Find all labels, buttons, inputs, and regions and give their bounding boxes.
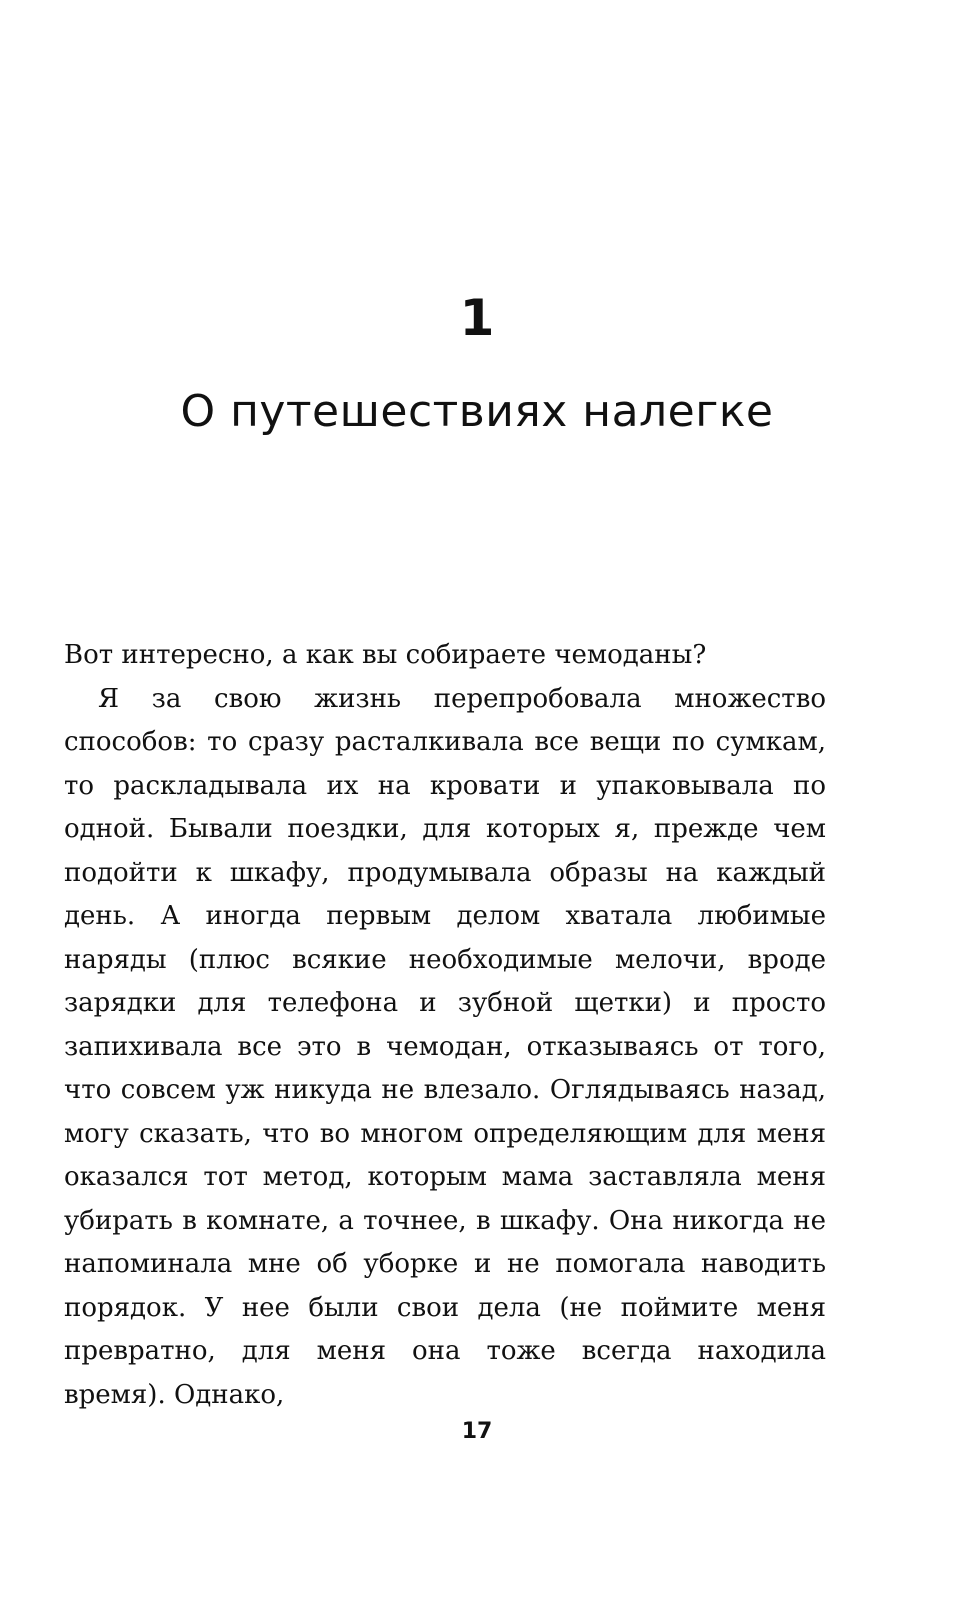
chapter-title: О путешествиях налегке (180, 386, 774, 437)
body-text (64, 634, 826, 1417)
chapter-number: 1 (459, 289, 495, 347)
paragraph-main: Я за свою жизнь перепробовала множество способов: то сразу расталкивала все вещи по сумкам, то раскладывала их на кровати и упаковывала по одной. Бывали поездки, для которых я, прежде чем подойти к шкафу, продумывала образы на каждый день. А иногда первым делом хватала любимые наряды (плюс всякие необходимые мелочи, вроде зарядки для телефона и зубной щетки) и просто запихивала все это в чемодан, отказываясь от того, что совсем уж никуда не влезало. Оглядываясь назад, могу сказать, что во многом определяющим для меня оказался тот метод, которым мама заставляла меня убирать в комнате, а точнее, в шкафу. Она никогда не напоминала мне об уборке и не помогала наводить порядок. У нее были свои дела (не поймите меня превратно, для меня она тоже всегда находила время). Однако, (64, 683, 826, 1410)
page-number: 17 (461, 1419, 493, 1444)
paragraph-opening: Вот интересно, а как вы собираете чемоданы? (64, 640, 707, 670)
